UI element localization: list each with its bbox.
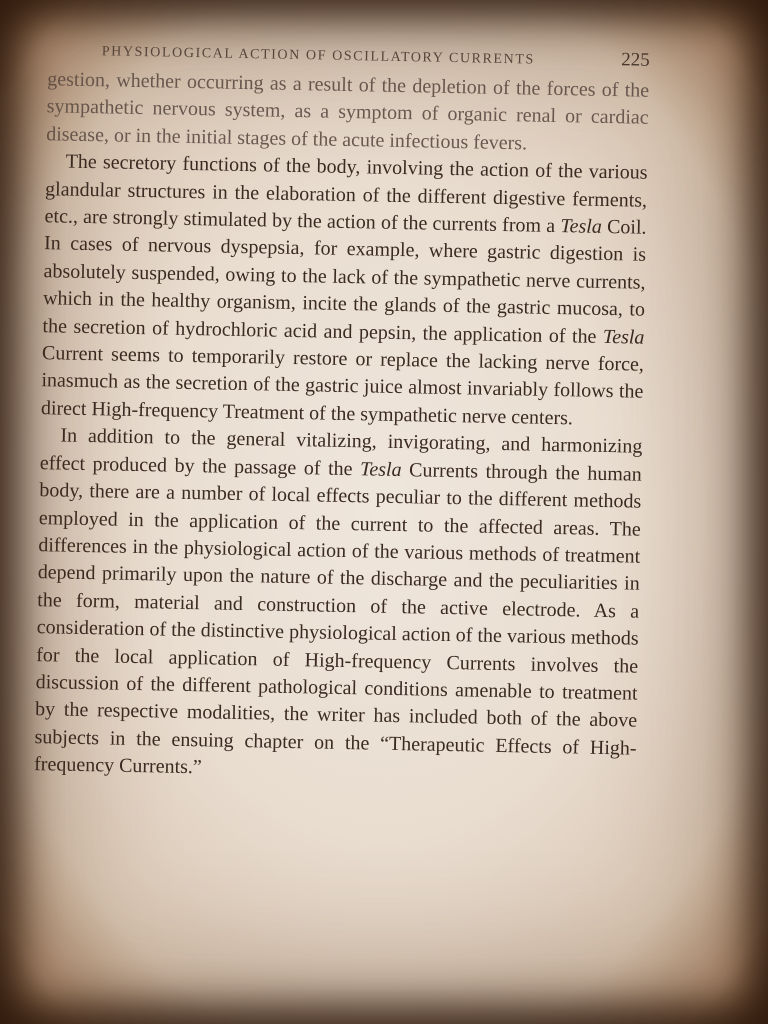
italic-run: Tesla <box>560 215 603 238</box>
paragraph-local-effects <box>34 422 643 790</box>
paragraph-continued <box>46 66 649 160</box>
text-run: Current seems to temporarily restore or replace the lacking nerve force, inasmuch as the secretion of the gastric juice almost invariably follows the direct High-frequency Treatment of the sympathetic nerve centers. <box>40 342 645 430</box>
paragraph-secretory-functions <box>41 148 648 434</box>
book-page <box>34 38 650 790</box>
text-run: gestion, whether occurring as a result of the depletion of the forces of the sympathetic nervous system, as a symptom of organic renal or cardiac disease, or in the initial stages of the acute infectious fevers. <box>46 68 650 155</box>
italic-run: Tesla <box>602 325 645 349</box>
italic-run: Tesla <box>359 457 402 481</box>
running-head <box>102 39 650 72</box>
text-run: Currents through the human body, there are a number of local effects peculiar to the different methods employed in the application of the current to the affected areas. The differences in the physiological action of the various methods of treatment depend primarily upon the nature of the discharge and the peculiarities in the form, material and construction of the active electrode. As a consideration of the distinctive physiological action of the various methods for the local application of High-frequency Currents involves the discussion of the different pathological conditions amenable to treatment by the respective modalities, the writer has included both of the above subjects in the ensuing chapter on the “Therapeutic Effects of High-frequency Currents.” <box>33 458 643 779</box>
text-run: In addition to the general vitalizing, invigorating, and harmonizing effect produced by the passage of the <box>39 424 643 480</box>
page-number: 225 <box>621 49 650 71</box>
text-run: Coil. In cases of nervous dyspepsia, for example, where gastric digestion is absolutely suspended, owing to the lack of the sympathetic nerve currents, which in the healthy organism, incite the glands of the gastric mucosa, to the secretion of hydrochloric acid and pepsin, the application of the <box>42 215 647 348</box>
text-run: The secretory functions of the body, involving the action of the various glandular structures in the elaboration of the different digestive ferments, etc., are strongly stimulated by the action of the currents from a <box>44 150 648 238</box>
running-title: PHYSIOLOGICAL ACTION OF OSCILLATORY CURRENTS <box>101 44 536 68</box>
